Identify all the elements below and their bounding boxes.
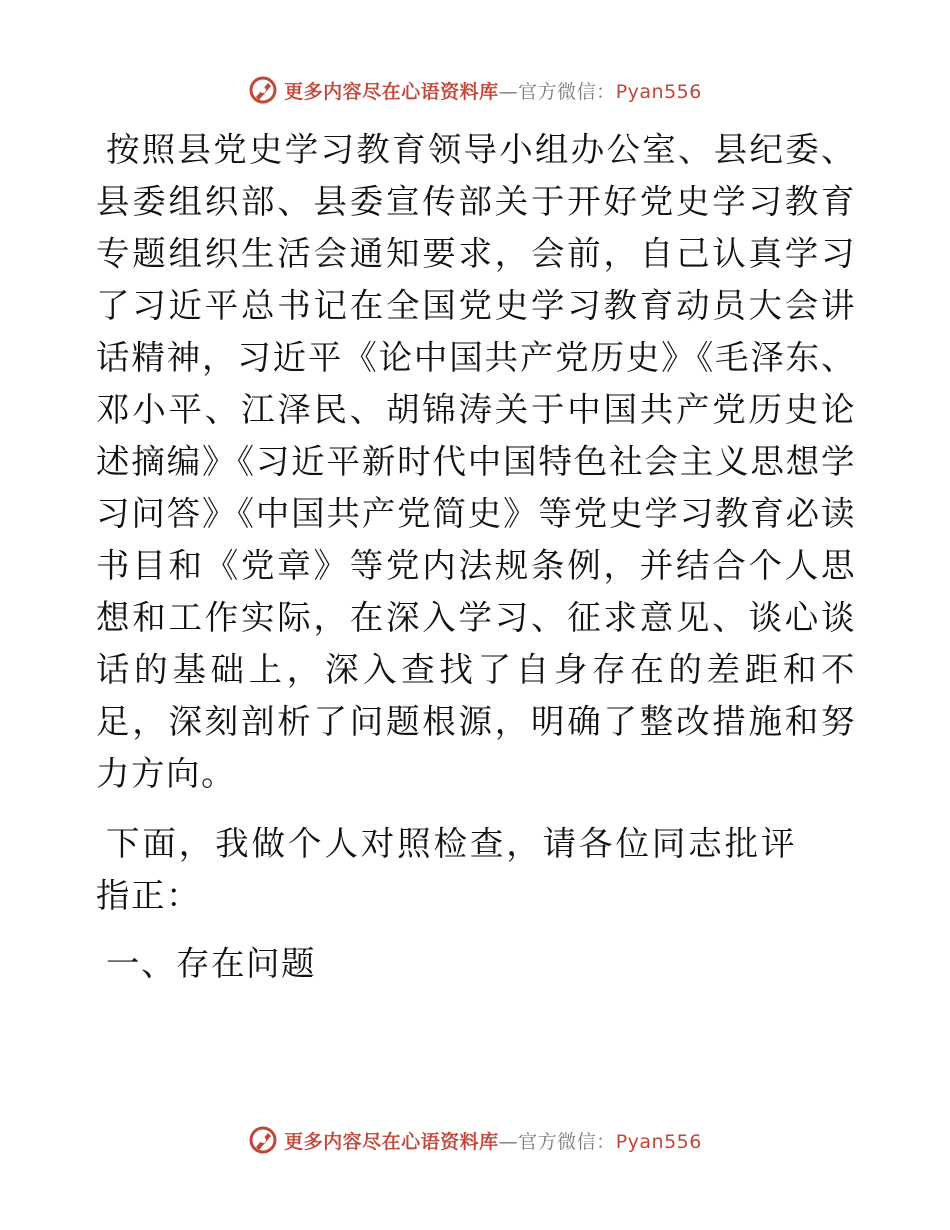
watermark-text — [284, 77, 702, 104]
watermark-text — [284, 1127, 702, 1154]
pen-logo-icon — [248, 75, 278, 105]
watermark-dash: — — [498, 1130, 519, 1153]
pen-logo-icon — [248, 1125, 278, 1155]
watermark-account: Pyan556 — [615, 1130, 702, 1153]
watermark-dash: — — [498, 80, 519, 103]
watermark-label: 官方微信： — [518, 80, 616, 103]
watermark-label: 官方微信： — [518, 1130, 616, 1153]
document-body — [96, 124, 856, 990]
footer-watermark — [0, 1122, 950, 1158]
watermark-account: Pyan556 — [615, 80, 702, 103]
body-paragraph-1: 按照县党史学习教育领导小组办公室、县纪委、县委组织部、县委宣传部关于开好党史学习教育专题组织生活会通知要求，会前，自己认真学习了习近平总书记在全国党史学习教育动员大会讲话精神，习近平《论中国共产党历史》《毛泽东、邓小平、江泽民、胡锦涛关于中国共产党历史论述摘编》《习近平新时代中国特色社会主义思想学习问答》《中国共产党简史》等党史学习教育必读书目和《党章》等党内法规条例，并结合个人思想和工作实际，在深入学习、征求意见、谈心谈话的基础上，深入查找了自身存在的差距和不足，深刻剖析了问题根源，明确了整改措施和努力方向。 — [96, 130, 856, 793]
body-paragraph-2: 下面，我做个人对照检查，请各位同志批评指正： — [96, 824, 796, 915]
header-watermark — [0, 72, 950, 108]
section-heading: 一、存在问题 — [106, 944, 316, 983]
watermark-main-text: 更多内容尽在心语资料库 — [284, 1130, 499, 1153]
watermark-main-text: 更多内容尽在心语资料库 — [284, 80, 499, 103]
